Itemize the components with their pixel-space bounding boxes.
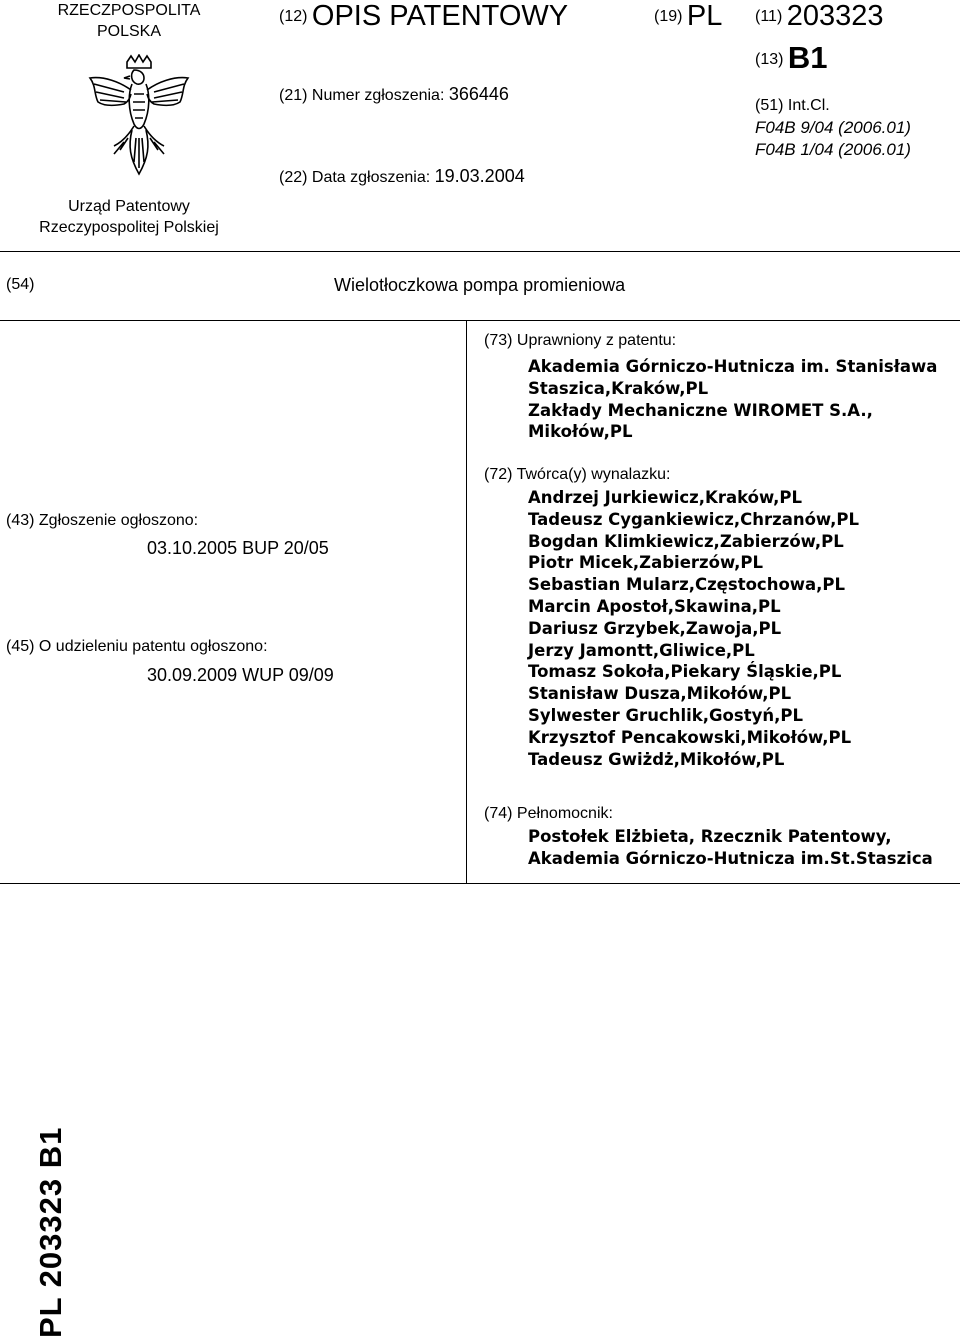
proprietor-label: (73) Uprawniony z patentu: — [484, 332, 677, 349]
grant-published-value: 30.09.2009 WUP 09/09 — [147, 665, 334, 685]
filing-date-label: (22) Data zgłoszenia: — [279, 169, 431, 186]
inventor-name: Dariusz Grzybek,Zawoja,PL — [528, 618, 782, 638]
document-type-code: (12) — [279, 8, 308, 25]
attorney-list — [528, 826, 933, 870]
inventor-name: Tomasz Sokoła,Piekary Śląskie,PL — [528, 662, 842, 682]
country-code-value: PL — [686, 0, 723, 32]
int-cl-item: F04B 1/04 (2006.01) — [755, 140, 911, 159]
attorney-line: Postołek Elżbieta, Rzecznik Patentowy, — [528, 827, 892, 846]
inventors-list — [528, 487, 859, 770]
inventor-name: Andrzej Jurkiewicz,Kraków,PL — [528, 488, 803, 507]
divider — [0, 251, 960, 252]
inventor-name: Tadeusz Cygankiewicz,Chrzanów,PL — [528, 509, 859, 529]
attorney-line: Akademia Górniczo-Hutnicza im.St.Staszica — [528, 848, 933, 868]
proprietor-line: Zakłady Mechaniczne WIROMET S.A., — [528, 400, 873, 420]
filing-date — [279, 164, 525, 190]
inventor-name: Sebastian Mularz,Częstochowa,PL — [528, 575, 846, 595]
country-name-line-1: RZECZPOSPOLITA — [57, 2, 201, 19]
application-published-label: (43) Zgłoszenie ogłoszono: — [6, 512, 199, 529]
country-name — [0, 0, 258, 42]
int-cl-item: F04B 9/04 (2006.01) — [755, 118, 911, 137]
inventor-name: Bogdan Klimkiewicz,Zabierzów,PL — [528, 531, 844, 551]
inventors-label: (72) Twórca(y) wynalazku: — [484, 466, 671, 483]
proprietor-line: Mikołów,PL — [528, 422, 633, 442]
inventor-name: Stanisław Dusza,Mikołów,PL — [528, 684, 792, 704]
patent-number-label: (11) — [755, 8, 783, 25]
application-number-label: (21) Numer zgłoszenia: — [279, 87, 445, 104]
inventor-name: Krzysztof Pencakowski,Mikołów,PL — [528, 727, 852, 747]
country-name-line-2: POLSKA — [96, 23, 162, 40]
polish-eagle-emblem-icon — [84, 54, 194, 178]
inventor-name: Jerzy Jamontt,Gliwice,PL — [528, 640, 755, 660]
kind-code-label: (13) — [755, 51, 784, 68]
proprietor-line: Akademia Górniczo-Hutnicza im. Stanisława — [528, 357, 938, 376]
document-type — [279, 0, 568, 37]
filing-date-value: 19.03.2004 — [434, 166, 525, 186]
grant-published-label: (45) O udzieleniu patentu ogłoszono: — [6, 638, 268, 655]
application-number-value: 366446 — [448, 84, 509, 104]
column-divider — [466, 320, 467, 884]
patent-number-value: 203323 — [786, 0, 884, 32]
inventor-name: Sylwester Gruchlik,Gostyń,PL — [528, 705, 803, 725]
divider — [0, 320, 960, 321]
office-name-line-1: Urząd Patentowy — [68, 198, 190, 215]
kind-code — [755, 40, 828, 82]
attorney-label: (74) Pełnomocnik: — [484, 805, 613, 822]
proprietor-line: Staszica,Kraków,PL — [528, 378, 709, 398]
patent-number — [755, 0, 884, 37]
int-cl — [755, 95, 911, 161]
inventor-name: Piotr Micek,Zabierzów,PL — [528, 553, 764, 573]
country-code-label: (19) — [654, 8, 683, 25]
inventor-name: Tadeusz Gwiżdż,Mikołów,PL — [528, 749, 785, 769]
country-code — [654, 0, 722, 37]
application-number — [279, 82, 509, 108]
office-name — [0, 196, 258, 238]
title-code: (54) — [6, 276, 35, 293]
proprietor-list — [528, 356, 937, 443]
invention-title: Wielotłoczkowa pompa promieniowa — [334, 275, 626, 295]
document-type-title: OPIS PATENTOWY — [311, 0, 569, 32]
kind-code-value: B1 — [787, 40, 828, 75]
divider — [0, 883, 960, 884]
side-identifier: PL 203323 B1 — [33, 1126, 68, 1338]
inventor-name: Marcin Apostoł,Skawina,PL — [528, 596, 781, 616]
office-name-line-2: Rzeczypospolitej Polskiej — [39, 219, 219, 236]
application-published-value: 03.10.2005 BUP 20/05 — [147, 538, 329, 558]
int-cl-label: (51) Int.Cl. — [755, 97, 830, 114]
